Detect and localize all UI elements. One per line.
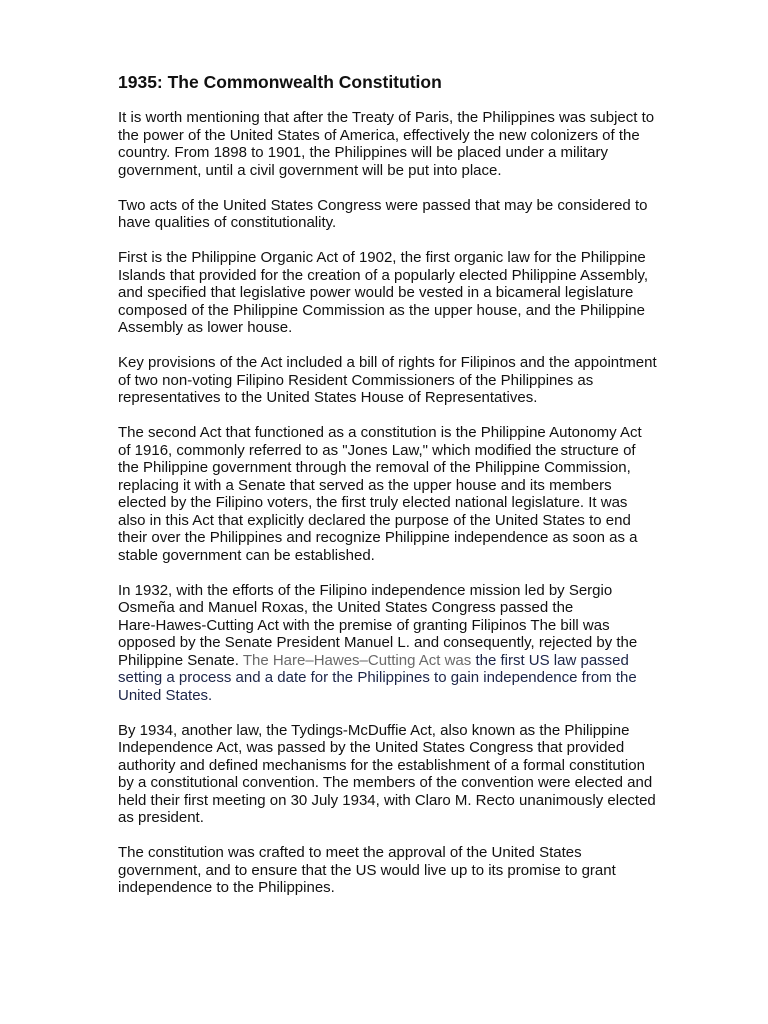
text-line: [118, 144, 758, 162]
text-line: [118, 442, 758, 460]
text-segment: By 1934, another law, the Tydings-McDuffie Act, also known as the Philippine: [118, 721, 630, 739]
text-line: [118, 757, 758, 775]
text-segment: their over the Philippines and recognize Philippine independence as soon as a: [118, 529, 638, 546]
paragraph: [118, 197, 758, 232]
text-line: [118, 109, 758, 127]
text-segment: of 1916, commonly referred to as "Jones Law," which modified the structure of: [118, 441, 636, 459]
paragraph: [118, 582, 758, 705]
text-segment: The second Act that functioned as a constitution is the Philippine Autonomy Act: [118, 424, 642, 441]
page-title: 1935: The Commonwealth Constitution: [118, 72, 442, 92]
text-line: [118, 424, 758, 442]
text-line: [118, 634, 758, 652]
text-line: [118, 389, 758, 407]
text-line: [118, 582, 758, 600]
text-segment: composed of the Philippine Commission as the upper house, and the Philippine: [118, 301, 645, 319]
text-segment: Independence Act, was passed by the United States Congress that provided: [118, 739, 625, 756]
text-segment: of two non-voting Filipino Resident Commissioners of the Philippines as: [118, 371, 594, 389]
text-segment: and specified that legislative power would be vested in a bicameral legislature: [118, 284, 634, 301]
text-line: [118, 739, 758, 757]
text-line: [118, 127, 758, 145]
text-segment: It is worth mentioning that after the Treaty of Paris, the Philippines was subject to: [118, 109, 655, 126]
text-segment: held their first meeting on 30 July 1934, with Claro M. Recto unanimously elected: [118, 791, 656, 809]
text-line: [118, 809, 758, 827]
paragraph: [118, 844, 758, 897]
text-segment: the Philippine government through the removal of the Philippine Commission,: [118, 459, 631, 476]
text-line: [118, 652, 758, 670]
text-segment: In 1932, with the efforts of the Filipino independence mission led by Sergio: [118, 581, 613, 599]
text-line: [118, 267, 758, 285]
text-line: [118, 372, 758, 390]
text-segment: elected by the Filipino voters, the first truly elected national legislature. It was: [118, 494, 628, 511]
text-segment: also in this Act that explicitly declared the purpose of the United States to end: [118, 511, 631, 529]
text-line: [118, 477, 758, 495]
text-segment: the power of the United States of America, effectively the new colonizers of the: [118, 126, 640, 144]
text-segment: government, and to ensure that the US would live up to its promise to grant: [118, 861, 616, 879]
text-line: [118, 879, 758, 897]
text-line: [118, 529, 758, 547]
text-segment: authority and defined mechanisms for the establishment of a formal constitution: [118, 756, 645, 774]
text-line: [118, 459, 758, 477]
text-segment: as president.: [118, 809, 204, 826]
text-segment: The constitution was crafted to meet the approval of the United States: [118, 844, 582, 861]
text-line: [118, 599, 758, 617]
text-line: [118, 687, 758, 705]
text-line: [118, 162, 758, 180]
text-segment: The Hare–Hawes–Cutting Act was: [238, 651, 472, 669]
text-line: [118, 494, 758, 512]
text-line: [118, 319, 758, 337]
text-line: [118, 617, 758, 635]
text-segment: stable government can be established.: [118, 546, 375, 564]
text-segment: Key provisions of the Act included a bill of rights for Filipinos and the appointment: [118, 354, 657, 371]
text-line: [118, 214, 758, 232]
text-segment: Philippine Senate.: [118, 651, 239, 669]
paragraph: [118, 354, 758, 407]
text-segment: Osmeña and Manuel Roxas, the United States Congress passed the: [118, 599, 574, 616]
text-line: [118, 284, 758, 302]
text-segment: United States.: [118, 686, 213, 704]
text-segment: by a constitutional convention. The members of the convention were elected and: [118, 774, 653, 791]
document-body: [118, 109, 758, 897]
text-segment: the first US law passed: [471, 651, 629, 669]
text-line: [118, 302, 758, 320]
text-line: [118, 547, 758, 565]
text-segment: country. From 1898 to 1901, the Philippines will be placed under a military: [118, 144, 608, 161]
text-line: [118, 249, 758, 267]
text-segment: independence to the Philippines.: [118, 879, 335, 896]
text-segment: replacing it with a Senate that served as the upper house and its members: [118, 476, 612, 494]
text-segment: Hare-Hawes-Cutting Act with the premise of granting Filipinos The bill was: [118, 616, 610, 634]
paragraph: [118, 424, 758, 564]
text-segment: representatives to the United States House of Representatives.: [118, 389, 538, 406]
text-segment: have qualities of constitutionality.: [118, 214, 337, 231]
text-segment: Islands that provided for the creation of a popularly elected Philippine Assembly,: [118, 266, 649, 284]
text-line: [118, 354, 758, 372]
text-segment: setting a process and a date for the Philippines to gain independence from the: [118, 669, 637, 686]
text-segment: opposed by the Senate President Manuel L. and consequently, rejected by the: [118, 634, 638, 651]
paragraph: [118, 249, 758, 337]
text-line: [118, 774, 758, 792]
text-line: [118, 512, 758, 530]
text-segment: government, until a civil government will be put into place.: [118, 161, 502, 179]
text-line: [118, 792, 758, 810]
paragraph: [118, 722, 758, 827]
document-page: [118, 72, 758, 914]
text-segment: First is the Philippine Organic Act of 1902, the first organic law for the Philippine: [118, 249, 646, 266]
text-line: [118, 844, 758, 862]
text-line: [118, 669, 758, 687]
text-line: [118, 197, 758, 215]
text-line: [118, 722, 758, 740]
text-line: [118, 862, 758, 880]
text-segment: Two acts of the United States Congress were passed that may be considered to: [118, 196, 648, 214]
paragraph: [118, 109, 758, 179]
text-segment: Assembly as lower house.: [118, 319, 293, 336]
